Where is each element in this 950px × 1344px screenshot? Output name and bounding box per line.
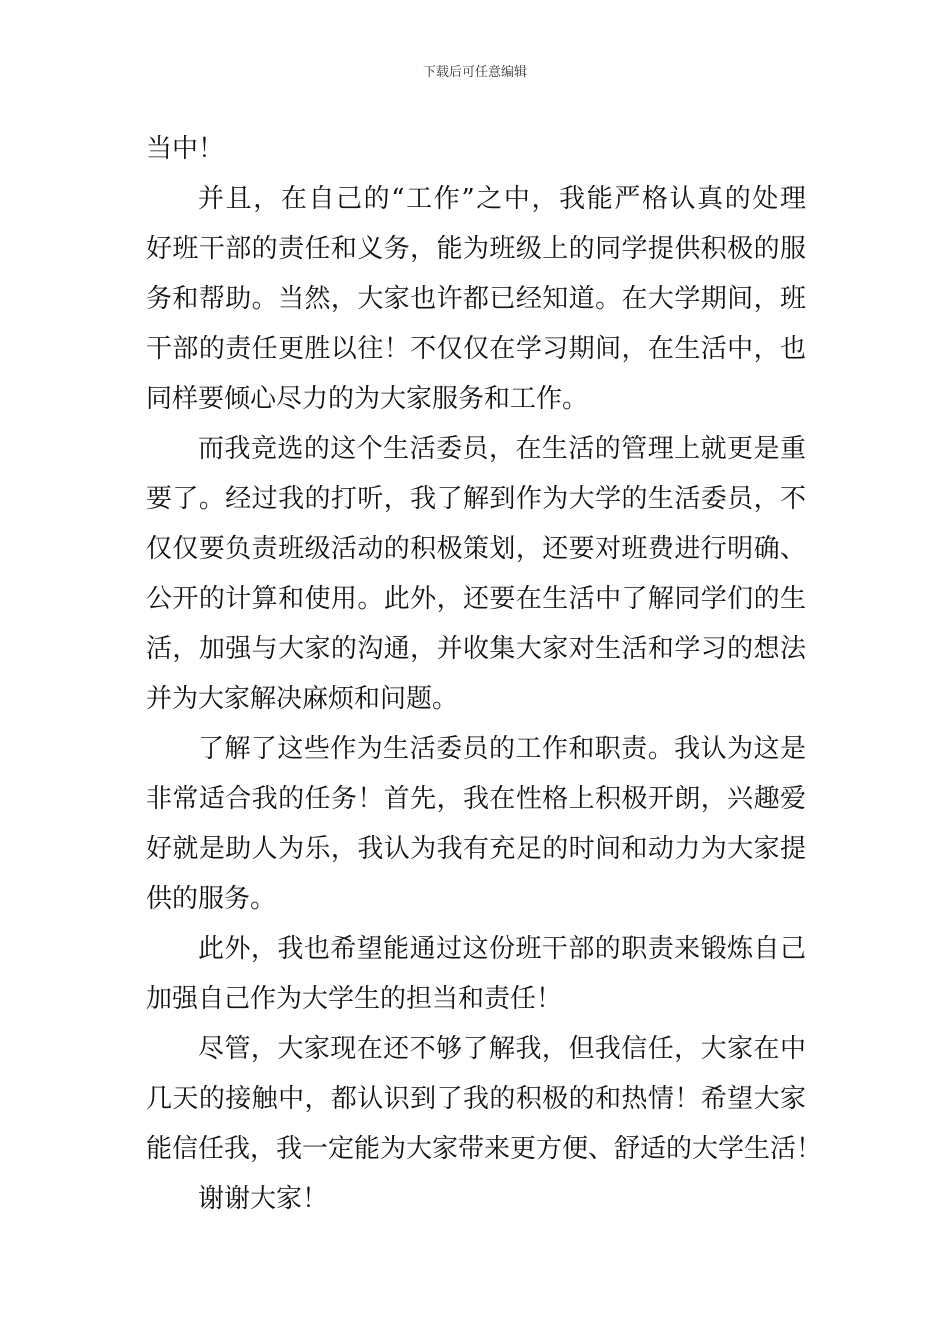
text-line: 活，加强与大家的沟通，并收集大家对生活和学习的想法 — [146, 634, 806, 664]
text-line: 加强自己作为大学生的担当和责任！ — [146, 984, 563, 1014]
text-line: 好班干部的责任和义务，能为班级上的同学提供积极的服 — [146, 234, 806, 264]
text-line: 仅仅要负责班级活动的积极策划，还要对班费进行明确、 — [146, 534, 806, 564]
text-line: 谢谢大家！ — [198, 1184, 329, 1214]
text-line: 了解了这些作为生活委员的工作和职责。我认为这是 — [198, 734, 806, 764]
text-line: 同样要倾心尽力的为大家服务和工作。 — [146, 384, 589, 414]
text-line: 非常适合我的任务！首先，我在性格上积极开朗，兴趣爱 — [146, 784, 806, 814]
text-line: 要了。经过我的打听，我了解到作为大学的生活委员，不 — [146, 484, 806, 514]
text-line: 好就是助人为乐，我认为我有充足的时间和动力为大家提 — [146, 834, 806, 864]
document-body — [146, 124, 823, 1224]
text-line: 而我竞选的这个生活委员，在生活的管理上就更是重 — [198, 434, 806, 464]
text-line: 此外，我也希望能通过这份班干部的职责来锻炼自己 — [198, 934, 806, 964]
text-line: 尽管，大家现在还不够了解我，但我信任，大家在中 — [198, 1034, 806, 1064]
text-line: 能信任我，我一定能为大家带来更方便、舒适的大学生活！ — [146, 1134, 823, 1164]
page-header: 下载后可任意编辑 — [422, 65, 527, 80]
text-line: 公开的计算和使用。此外，还要在生活中了解同学们的生 — [146, 584, 806, 614]
text-line: 供的服务。 — [146, 884, 277, 914]
text-line: 干部的责任更胜以往！不仅仅在学习期间，在生活中，也 — [146, 334, 806, 364]
text-line: 几天的接触中，都认识到了我的积极的和热情！希望大家 — [146, 1084, 806, 1114]
text-line: 当中！ — [146, 134, 225, 164]
text-line: 务和帮助。当然，大家也许都已经知道。在大学期间，班 — [146, 284, 806, 314]
text-line: 并且，在自己的“工作”之中，我能严格认真的处理 — [198, 184, 806, 214]
text-line: 并为大家解决麻烦和问题。 — [146, 684, 459, 714]
